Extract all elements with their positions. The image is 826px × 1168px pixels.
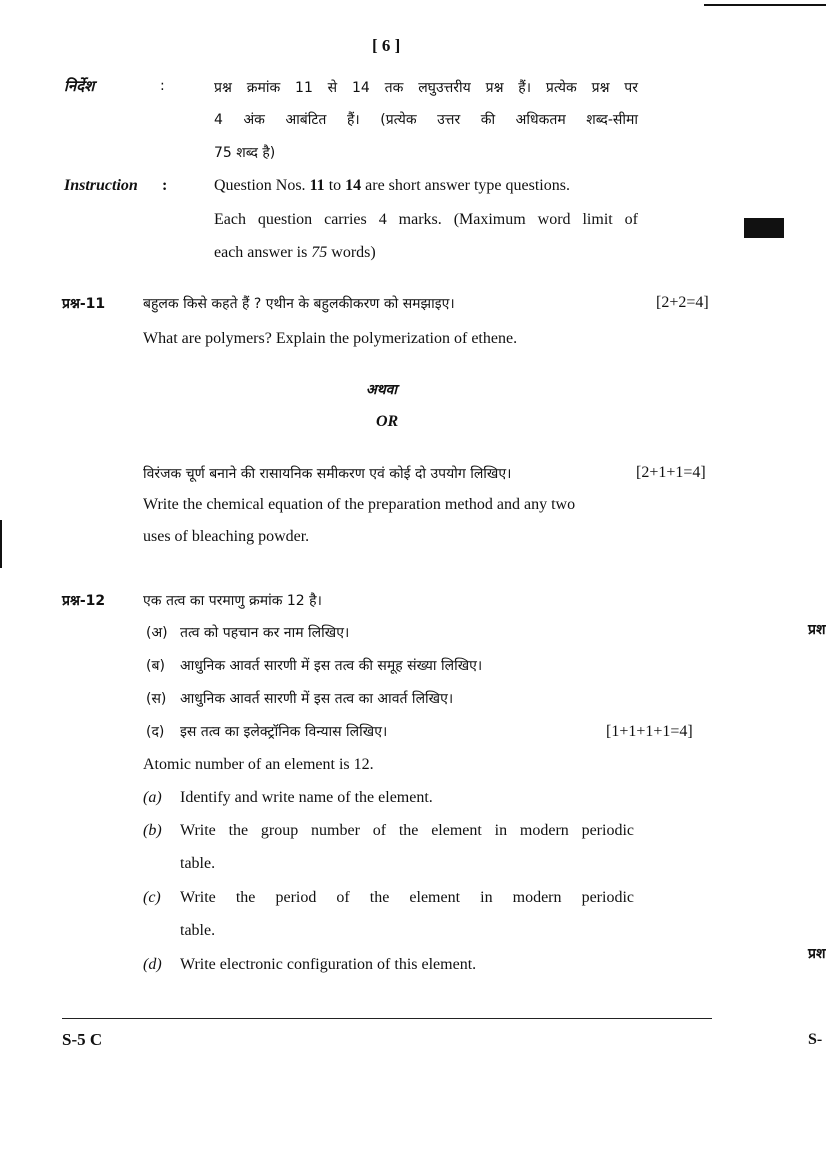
question-12-hindi-part-text: आधुनिक आवर्त सारणी में इस तत्व की समूह संख्या लिखिए। <box>180 658 483 674</box>
instruction-english-line-1 <box>214 177 570 195</box>
scan-edge-line <box>704 4 826 6</box>
question-12-hindi-part-label: (द) <box>146 724 165 740</box>
instruction-text: each answer is <box>214 244 312 261</box>
question-12-hindi-part-text: तत्व को पहचान कर नाम लिखिए। <box>180 625 350 641</box>
question-11-alt-hindi: विरंजक चूर्ण बनाने की रासायनिक समीकरण एवं कोई दो उपयोग लिखिए। <box>143 466 512 482</box>
instruction-hindi-label: निर्देश <box>64 77 95 95</box>
question-12-english-part-text-cont: table. <box>180 855 216 872</box>
instruction-english-line-3 <box>214 244 376 262</box>
page-number: [ 6 ] <box>372 36 401 55</box>
question-12-hindi-part-label: (ब) <box>146 658 165 674</box>
question-range-start: 11 <box>309 177 325 194</box>
question-12-english: Atomic number of an element is 12. <box>143 756 374 773</box>
or-english: OR <box>376 413 399 430</box>
question-11-alt-marks: [2+1+1=4] <box>636 464 706 481</box>
adjacent-page-fragment: प्रश <box>808 622 826 638</box>
instruction-text: Question Nos. <box>214 177 310 194</box>
or-hindi: अथवा <box>366 382 398 398</box>
question-12-number: प्रश्न-12 <box>62 593 106 609</box>
instruction-english-label: Instruction <box>64 177 138 194</box>
instruction-english-line-2: Each question carries 4 marks. (Maximum word limit of <box>214 211 638 228</box>
question-12-english-part-label: (a) <box>143 789 162 806</box>
instruction-text: are short answer type questions. <box>361 177 570 194</box>
word-limit: 75 <box>311 244 328 261</box>
question-12-hindi-part-text: इस तत्व का इलेक्ट्रॉनिक विन्यास लिखिए। <box>180 724 388 740</box>
adjacent-page-fragment: प्रश <box>808 946 826 962</box>
scan-edge-tab <box>744 218 784 238</box>
question-12-english-part-text: Write electronic configuration of this element. <box>180 956 477 973</box>
question-12-hindi: एक तत्व का परमाणु क्रमांक 12 है। <box>143 593 322 609</box>
adjacent-page-fragment: S- <box>808 1031 823 1048</box>
question-12-english-part-text: Write the group number of the element in modern periodic <box>180 822 634 839</box>
question-12-english-part-label: (c) <box>143 889 161 906</box>
question-12-english-part-text: Identify and write name of the element. <box>180 789 433 806</box>
question-11-english: What are polymers? Explain the polymerization of ethene. <box>143 330 518 347</box>
question-12-english-part-label: (b) <box>143 822 162 839</box>
instruction-hindi-line-2: 4 अंक आबंटित हैं। (प्रत्येक उत्तर की अधिकतम शब्द-सीमा <box>214 112 638 128</box>
question-11-alt-english-2: uses of bleaching powder. <box>143 528 310 545</box>
instruction-text: to <box>324 177 346 194</box>
question-11-alt-english-1: Write the chemical equation of the preparation method and any two <box>143 496 576 513</box>
scan-left-mark <box>0 520 2 568</box>
question-11-hindi: बहुलक किसे कहते हैं ? एथीन के बहुलकीकरण को समझाइए। <box>143 296 455 312</box>
question-12-hindi-part-text: आधुनिक आवर्त सारणी में इस तत्व का आवर्त लिखिए। <box>180 691 454 707</box>
question-11-marks: [2+2=4] <box>656 294 709 311</box>
footer-code: S-5 C <box>62 1030 103 1049</box>
question-12-hindi-part-label: (स) <box>146 691 167 707</box>
instruction-hindi-colon: : <box>160 78 165 94</box>
question-12-english-part-label: (d) <box>143 956 162 973</box>
footer-rule <box>62 1018 712 1019</box>
instruction-hindi-line-3: 75 शब्द है) <box>214 145 276 161</box>
question-12-hindi-part-label: (अ) <box>146 625 168 641</box>
instruction-hindi-line-1: प्रश्न क्रमांक 11 से 14 तक लघुउत्तरीय प्रश्न हैं। प्रत्येक प्रश्न पर <box>214 80 638 96</box>
question-12-english-part-text-cont: table. <box>180 922 216 939</box>
question-11-number: प्रश्न-11 <box>62 296 106 312</box>
instruction-text: words) <box>327 244 376 261</box>
instruction-english-colon: : <box>162 177 168 194</box>
question-range-end: 14 <box>345 177 362 194</box>
question-12-marks: [1+1+1+1=4] <box>606 723 693 740</box>
question-12-english-part-text: Write the period of the element in modern periodic <box>180 889 634 906</box>
